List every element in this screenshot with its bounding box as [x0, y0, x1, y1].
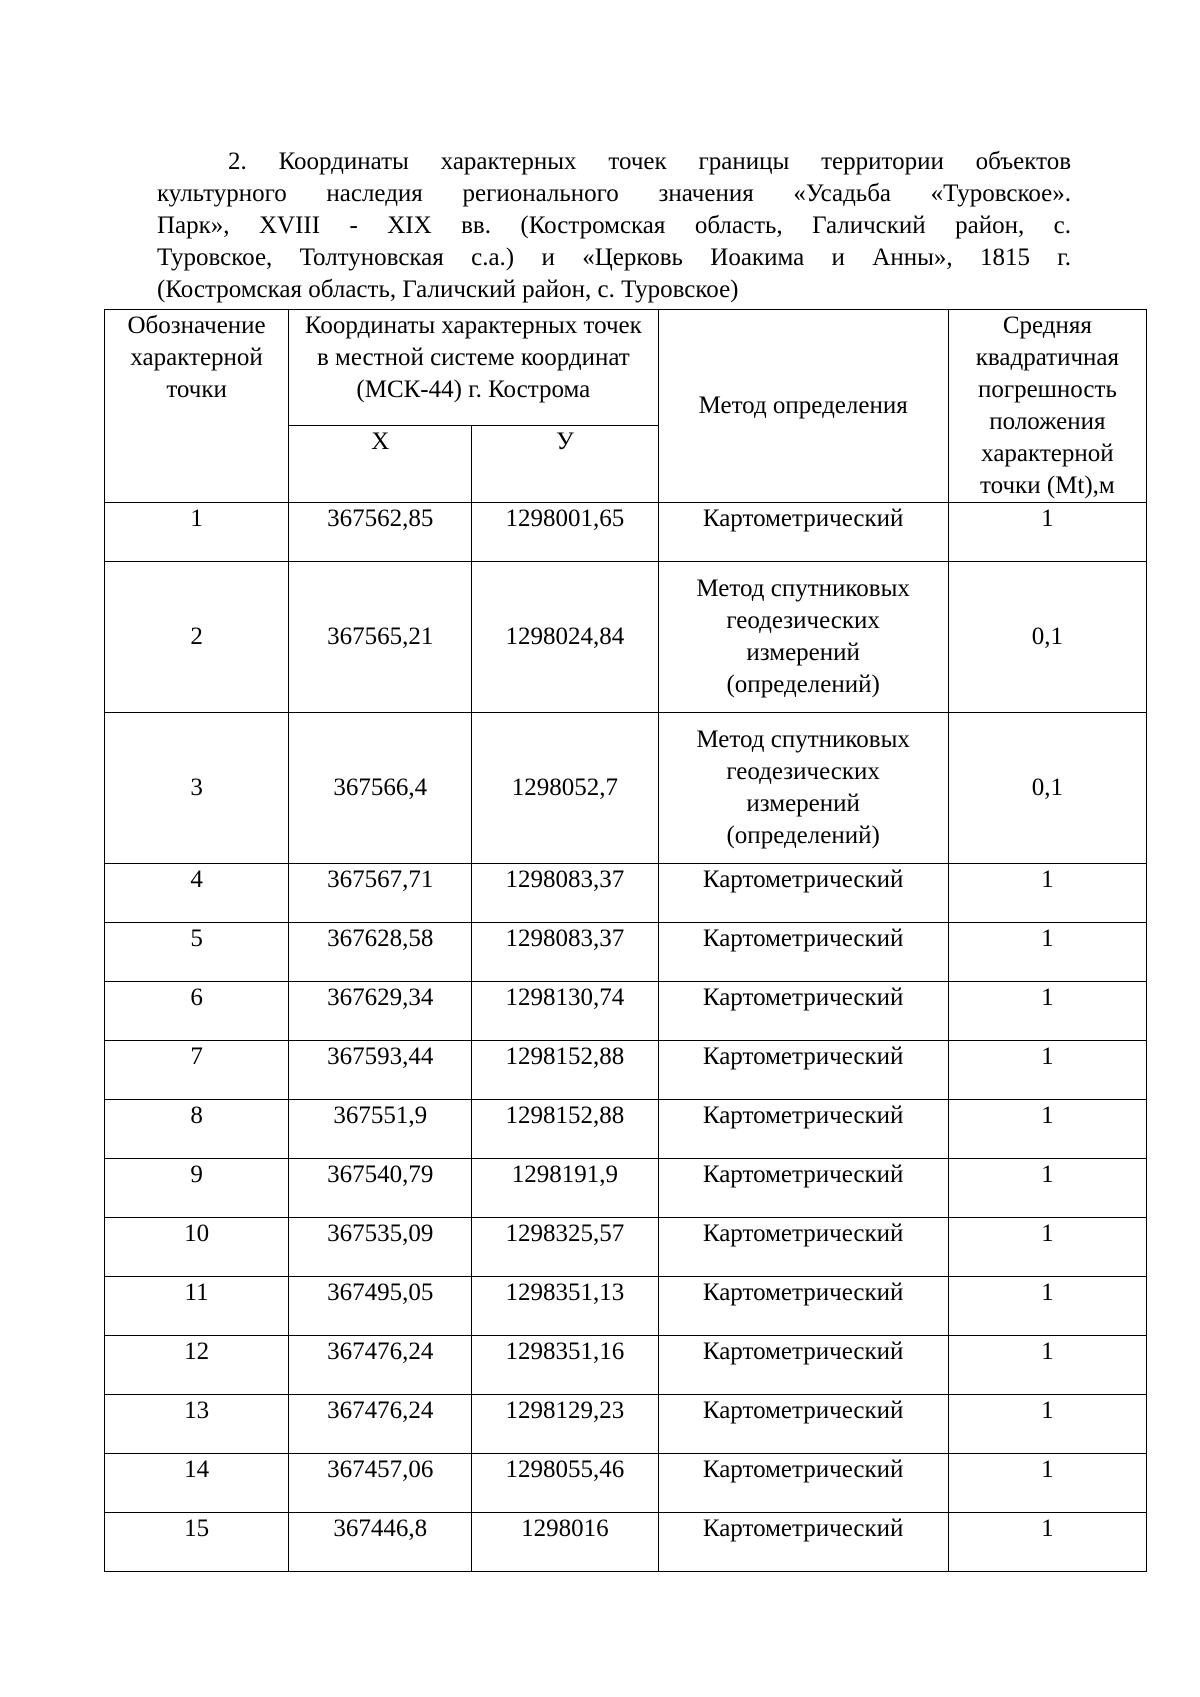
point-cell-text: 12	[184, 1338, 210, 1365]
error-cell-text: 1	[1041, 1338, 1054, 1365]
header-coords-label: Координаты характерных точек в местной системе координат (МСК-44) г. Кострома	[304, 312, 642, 403]
table-row	[105, 713, 1147, 864]
error-cell	[948, 713, 1146, 864]
x-coordinate-cell	[289, 1454, 472, 1513]
document-heading	[157, 146, 1071, 306]
error-cell	[948, 503, 1146, 562]
method-cell-text: Картометрический	[702, 866, 904, 893]
method-cell-text: Картометрический	[702, 1456, 904, 1483]
error-cell	[948, 1513, 1146, 1572]
table-row	[105, 1454, 1147, 1513]
x-coordinate-cell-text: 367535,09	[327, 1220, 434, 1247]
point-cell	[105, 503, 289, 562]
point-cell-text: 9	[190, 1161, 203, 1188]
error-cell-text: 1	[1041, 1043, 1054, 1070]
x-coordinate-cell-text: 367566,4	[333, 774, 428, 801]
x-coordinate-cell	[289, 1336, 472, 1395]
x-coordinate-cell-text: 367476,24	[327, 1397, 434, 1424]
error-cell-text: 1	[1041, 1220, 1054, 1247]
method-cell-text: Метод спутниковых геодезических измерений (определений)	[696, 575, 910, 698]
error-cell-text: 1	[1041, 1279, 1054, 1306]
y-coordinate-cell-text: 1298052,7	[511, 774, 619, 801]
point-cell	[105, 562, 289, 713]
header-method-label: Метод определения	[698, 392, 908, 419]
error-cell	[948, 1159, 1146, 1218]
x-coordinate-cell	[289, 864, 472, 923]
method-cell	[658, 1218, 948, 1277]
method-cell-text: Картометрический	[702, 1102, 904, 1129]
y-coordinate-cell	[472, 562, 658, 713]
y-coordinate-cell	[472, 1100, 658, 1159]
x-coordinate-cell-text: 367565,21	[327, 623, 434, 650]
header-point-label: Обозначение характерной точки	[127, 312, 266, 403]
x-coordinate-cell-text: 367495,05	[327, 1279, 434, 1306]
y-coordinate-cell	[472, 1395, 658, 1454]
error-cell	[948, 1336, 1146, 1395]
table-row	[105, 982, 1147, 1041]
heading-line: Парк», XVIII - XIX вв. (Костромская область, Галичский район, с.	[157, 212, 1071, 239]
y-coordinate-cell	[472, 1454, 658, 1513]
point-cell-text: 10	[184, 1220, 210, 1247]
y-coordinate-cell-text: 1298083,37	[505, 866, 625, 893]
table-header	[105, 310, 1147, 503]
y-coordinate-cell-text: 1298083,37	[505, 925, 625, 952]
x-coordinate-cell-text: 367562,85	[327, 505, 434, 532]
method-cell-text: Картометрический	[702, 505, 904, 532]
table-row	[105, 562, 1147, 713]
method-cell	[658, 503, 948, 562]
error-cell	[948, 1100, 1146, 1159]
error-cell	[948, 1395, 1146, 1454]
error-cell	[948, 1218, 1146, 1277]
y-coordinate-cell	[472, 713, 658, 864]
header-point	[105, 310, 289, 503]
method-cell-text: Картометрический	[702, 925, 904, 952]
point-cell-text: 8	[190, 1102, 203, 1129]
error-cell	[948, 1454, 1146, 1513]
y-coordinate-cell-text: 1298191,9	[511, 1161, 619, 1188]
error-cell-text: 1	[1041, 1515, 1054, 1542]
point-cell	[105, 1159, 289, 1218]
y-coordinate-cell-text: 1298055,46	[505, 1456, 625, 1483]
error-cell-text: 1	[1041, 925, 1054, 952]
x-coordinate-cell	[289, 1159, 472, 1218]
x-coordinate-cell-text: 367567,71	[327, 866, 434, 893]
coordinates-table	[104, 309, 1147, 1572]
table-body	[105, 503, 1147, 1572]
point-cell-text: 1	[190, 505, 203, 532]
method-cell	[658, 1041, 948, 1100]
header-y	[472, 425, 658, 502]
method-cell-text: Картометрический	[702, 1515, 904, 1542]
error-cell	[948, 562, 1146, 713]
x-coordinate-cell	[289, 982, 472, 1041]
method-cell	[658, 1513, 948, 1572]
point-cell	[105, 1513, 289, 1572]
heading-line: Туровское, Толтуновская с.а.) и «Церковь Иоакима и Анны», 1815 г.	[157, 244, 1071, 271]
header-error	[948, 310, 1146, 503]
error-cell	[948, 1041, 1146, 1100]
method-cell	[658, 1336, 948, 1395]
heading-line: 2. Координаты характерных точек границы территории объектов	[228, 148, 1071, 175]
point-cell-text: 2	[190, 623, 203, 650]
table-row	[105, 503, 1147, 562]
x-coordinate-cell	[289, 1100, 472, 1159]
point-cell	[105, 982, 289, 1041]
x-coordinate-cell	[289, 713, 472, 864]
y-coordinate-cell	[472, 982, 658, 1041]
error-cell	[948, 923, 1146, 982]
x-coordinate-cell	[289, 503, 472, 562]
point-cell-text: 13	[184, 1397, 210, 1424]
x-coordinate-cell-text: 367628,58	[327, 925, 434, 952]
method-cell	[658, 1159, 948, 1218]
point-cell-text: 4	[190, 866, 203, 893]
x-coordinate-cell	[289, 1277, 472, 1336]
y-coordinate-cell	[472, 503, 658, 562]
method-cell	[658, 713, 948, 864]
point-cell	[105, 1277, 289, 1336]
error-cell-text: 0,1	[1031, 774, 1064, 801]
table-row	[105, 1100, 1147, 1159]
table-row	[105, 1336, 1147, 1395]
table-row	[105, 1513, 1147, 1572]
y-coordinate-cell	[472, 1336, 658, 1395]
table-row	[105, 864, 1147, 923]
method-cell-text: Картометрический	[702, 984, 904, 1011]
table-row	[105, 1159, 1147, 1218]
point-cell	[105, 1100, 289, 1159]
method-cell	[658, 1100, 948, 1159]
method-cell	[658, 864, 948, 923]
x-coordinate-cell-text: 367540,79	[327, 1161, 434, 1188]
point-cell-text: 7	[190, 1043, 203, 1070]
x-coordinate-cell-text: 367457,06	[327, 1456, 434, 1483]
x-coordinate-cell	[289, 562, 472, 713]
point-cell	[105, 1395, 289, 1454]
table-row	[105, 923, 1147, 982]
error-cell-text: 1	[1041, 1161, 1054, 1188]
method-cell	[658, 1395, 948, 1454]
point-cell-text: 11	[184, 1279, 209, 1306]
y-coordinate-cell	[472, 923, 658, 982]
header-y-label: У	[556, 427, 574, 455]
y-coordinate-cell-text: 1298351,13	[505, 1279, 625, 1306]
table-row	[105, 1218, 1147, 1277]
point-cell-text: 3	[190, 774, 203, 801]
x-coordinate-cell	[289, 1218, 472, 1277]
header-method	[658, 310, 948, 503]
y-coordinate-cell	[472, 1218, 658, 1277]
y-coordinate-cell-text: 1298130,74	[505, 984, 625, 1011]
y-coordinate-cell	[472, 1159, 658, 1218]
point-cell-text: 14	[184, 1456, 210, 1483]
error-cell-text: 1	[1041, 505, 1054, 532]
table-row	[105, 1277, 1147, 1336]
method-cell-text: Картометрический	[702, 1043, 904, 1070]
x-coordinate-cell-text: 367446,8	[333, 1515, 428, 1542]
method-cell-text: Картометрический	[702, 1279, 904, 1306]
x-coordinate-cell-text: 367476,24	[327, 1338, 434, 1365]
point-cell-text: 15	[184, 1515, 210, 1542]
error-cell-text: 0,1	[1031, 623, 1064, 650]
y-coordinate-cell-text: 1298325,57	[505, 1220, 625, 1247]
point-cell	[105, 1218, 289, 1277]
error-cell-text: 1	[1041, 866, 1054, 893]
method-cell-text: Метод спутниковых геодезических измерений (определений)	[696, 726, 910, 849]
x-coordinate-cell	[289, 1513, 472, 1572]
error-cell-text: 1	[1041, 1102, 1054, 1129]
error-cell-text: 1	[1041, 984, 1054, 1011]
point-cell	[105, 1454, 289, 1513]
heading-line: (Костромская область, Галичский район, с. Туровское)	[157, 276, 739, 303]
point-cell	[105, 1336, 289, 1395]
method-cell-text: Картометрический	[702, 1397, 904, 1424]
error-cell-text: 1	[1041, 1397, 1054, 1424]
error-cell-text: 1	[1041, 1456, 1054, 1483]
point-cell	[105, 713, 289, 864]
method-cell-text: Картометрический	[702, 1220, 904, 1247]
y-coordinate-cell-text: 1298152,88	[505, 1043, 625, 1070]
x-coordinate-cell	[289, 923, 472, 982]
x-coordinate-cell	[289, 1395, 472, 1454]
y-coordinate-cell-text: 1298351,16	[505, 1338, 625, 1365]
x-coordinate-cell-text: 367629,34	[327, 984, 434, 1011]
point-cell-text: 6	[190, 984, 203, 1011]
method-cell	[658, 1277, 948, 1336]
method-cell-text: Картометрический	[702, 1338, 904, 1365]
heading-line: культурного наследия регионального значения «Усадьба «Туровское».	[157, 180, 1071, 207]
x-coordinate-cell-text: 367551,9	[333, 1102, 428, 1129]
method-cell	[658, 923, 948, 982]
table-row	[105, 1395, 1147, 1454]
y-coordinate-cell	[472, 864, 658, 923]
error-cell	[948, 982, 1146, 1041]
point-cell	[105, 1041, 289, 1100]
x-coordinate-cell	[289, 1041, 472, 1100]
header-error-label: Средняя квадратичная погрешность положения характерной точки (Mt),м	[975, 312, 1120, 499]
y-coordinate-cell	[472, 1041, 658, 1100]
header-x-label: X	[371, 427, 390, 455]
point-cell-text: 5	[190, 925, 203, 952]
y-coordinate-cell-text: 1298129,23	[505, 1397, 625, 1424]
y-coordinate-cell	[472, 1513, 658, 1572]
method-cell	[658, 562, 948, 713]
point-cell	[105, 864, 289, 923]
header-x	[289, 425, 472, 502]
y-coordinate-cell	[472, 1277, 658, 1336]
y-coordinate-cell-text: 1298024,84	[505, 623, 625, 650]
y-coordinate-cell-text: 1298001,65	[505, 505, 625, 532]
point-cell	[105, 923, 289, 982]
y-coordinate-cell-text: 1298152,88	[505, 1102, 625, 1129]
header-coords	[289, 310, 658, 426]
method-cell	[658, 982, 948, 1041]
x-coordinate-cell-text: 367593,44	[327, 1043, 434, 1070]
table-row	[105, 1041, 1147, 1100]
error-cell	[948, 864, 1146, 923]
y-coordinate-cell-text: 1298016	[521, 1515, 609, 1542]
error-cell	[948, 1277, 1146, 1336]
method-cell	[658, 1454, 948, 1513]
method-cell-text: Картометрический	[702, 1161, 904, 1188]
